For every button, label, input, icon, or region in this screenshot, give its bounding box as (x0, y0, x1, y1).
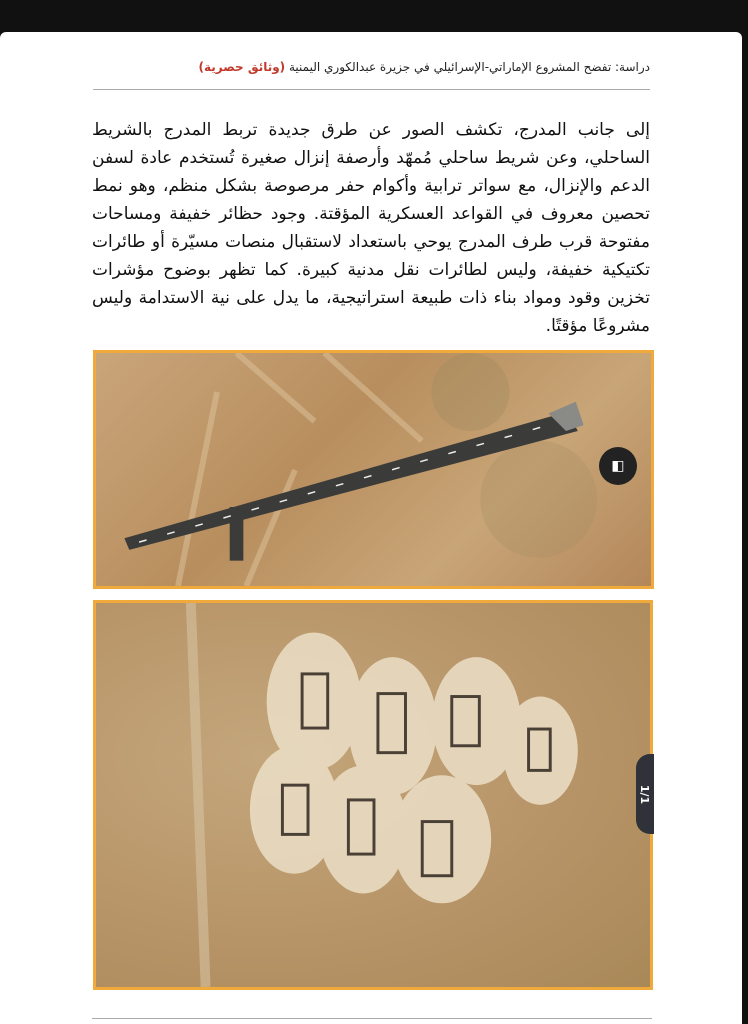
bottom-divider (92, 1018, 652, 1019)
compare-button[interactable] (599, 447, 637, 485)
document-page (0, 32, 742, 1024)
page-indicator-label: 1/1 (638, 784, 652, 804)
page-indicator[interactable] (636, 754, 654, 834)
header-highlight: (وثائق حصرية) (198, 60, 286, 74)
document-header (120, 60, 650, 74)
satellite-image-runway (93, 350, 654, 589)
image-block-runway (93, 350, 654, 589)
header-prefix: دراسة: (611, 60, 650, 74)
article-paragraph: إلى جانب المدرج، تكشف الصور عن طرق جديدة تربط المدرج بالشريط الساحلي، وعن شريط ساحلي مُمهّد وأرصفة إنزال صغيرة تُستخدم عادة لسفن الدعم والإنزال، مع سواتر ترابية وأكوام حفر مرصوصة بشكل منظم، وهو نمط تحصين معروف في القواعد العسكرية المؤقتة. وجود حظائر خفيفة ومساحات مفتوحة قرب طرف المدرج يوحي باستعداد لاستقبال منصات مسيّرة أو طائرات تكتيكية خفيفة، وليس لطائرات نقل مدنية كبيرة. كما تظهر بوضوح مؤشرات تخزين وقود ومواد بناء ذات طبيعة استراتيجية، ما يدل على نية الاستدامة وليس مشروعًا مؤقتًا. (92, 120, 650, 336)
header-title: تفضح المشروع الإماراتي-الإسرائيلي في جزيرة عبدالكوري اليمنية (285, 60, 612, 74)
divider (93, 89, 650, 90)
article-body (92, 116, 650, 1019)
satellite-image-structures (93, 600, 653, 990)
compare-icon: ◧ (611, 458, 625, 474)
image-block-structures (93, 600, 653, 990)
